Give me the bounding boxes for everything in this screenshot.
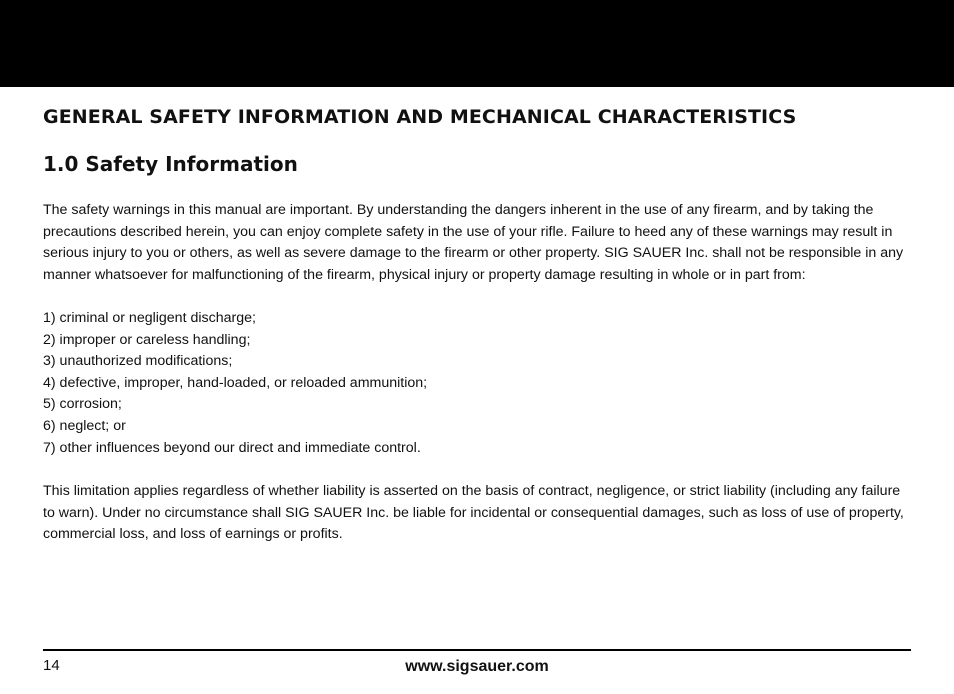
limitation-paragraph: This limitation applies regardless of whether liability is asserted on the basis of contract, negligence, or strict liability (including any failure to warn). Under no circumstance shall SIG SAUER Inc. be liable for incidental or consequential damages, such as loss of use of property, commercial loss, and loss of earnings or profits. <box>43 483 904 543</box>
list-item: 2) improper or careless handling; <box>43 331 251 348</box>
list-item: 3) unauthorized modifications; <box>43 353 233 370</box>
header-band <box>0 0 954 87</box>
list-item: 4) defective, improper, hand-loaded, or reloaded ammunition; <box>43 374 428 391</box>
list-item: 6) neglect; or <box>43 417 126 434</box>
page-content <box>43 104 913 546</box>
page-number: 14 <box>43 657 60 674</box>
footer-divider <box>43 649 911 651</box>
list-item: 5) corrosion; <box>43 396 122 413</box>
list-item: 1) criminal or negligent discharge; <box>43 309 256 326</box>
liability-exclusions-list <box>43 308 913 459</box>
list-item: 7) other influences beyond our direct and immediate control. <box>43 439 421 456</box>
section-title: 1.0 Safety Information <box>43 152 298 176</box>
chapter-heading: GENERAL SAFETY INFORMATION AND MECHANICAL CHARACTERISTICS <box>43 106 797 128</box>
intro-paragraph: The safety warnings in this manual are important. By understanding the dangers inherent in the use of any firearm, and by taking the precautions described herein, you can enjoy complete safety in the use of your rifle. Failure to heed any of these warnings may result in serious injury to you or others, as well as severe damage to the firearm or other property. SIG SAUER Inc. shall not be responsible in any manner whatsoever for malfunctioning of the firearm, physical injury or property damage resulting in whole or in part from: <box>43 202 904 283</box>
footer-website-link[interactable]: www.sigsauer.com <box>405 658 549 675</box>
